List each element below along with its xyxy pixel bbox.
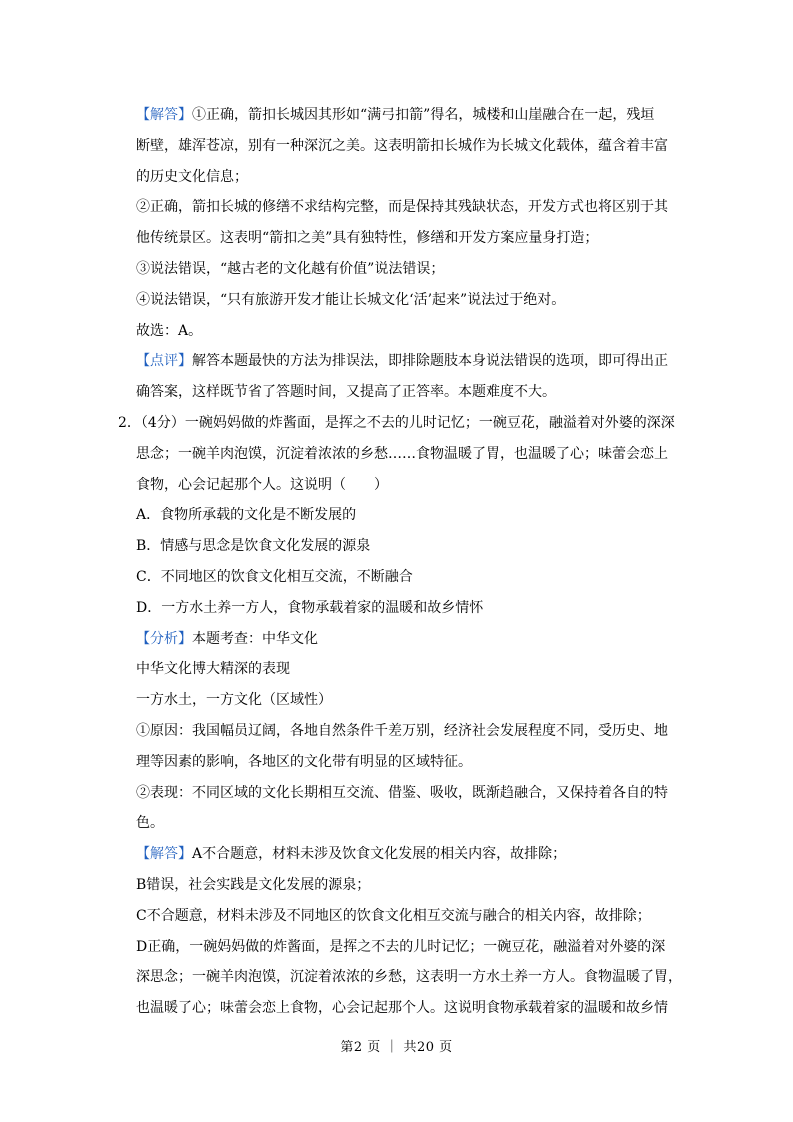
page-content bbox=[118, 100, 682, 1024]
review1-line-2: 确答案，这样既节省了答题时间，又提高了正答率。本题难度不大。 bbox=[136, 384, 556, 401]
option-b: B．情感与思念是饮食文化发展的源泉 bbox=[136, 538, 371, 555]
answer1-line-2: 断壁，雄浑苍凉，别有一种深沉之美。这表明箭扣长城作为长城文化载体，蕴含着丰富 bbox=[136, 137, 668, 154]
answer1-line-7: ④说法错误，“只有旅游开发才能让长城文化‘活’起来”说法过于绝对。 bbox=[136, 291, 566, 308]
analysis2-line-5: 理等因素的影响，各地区的文化带有明显的区域特征。 bbox=[136, 753, 472, 770]
answer1-line-1: 【解答】①正确，箭扣长城因其形如“满弓扣箭”得名，城楼和山崖融合在一起，残垣 bbox=[136, 107, 655, 123]
review1-line-1: 【点评】解答本题最快的方法为排误法，即排除题肢本身说法错误的选项，即可得出正 bbox=[136, 353, 668, 370]
answer1-line-6: ③说法错误，“越古老的文化越有价值”说法错误； bbox=[136, 260, 445, 277]
answer1-line-3: 的历史文化信息； bbox=[136, 168, 248, 185]
analysis2-line-6: ②表现：不同区域的文化长期相互交流、借鉴、吸收，既渐趋融合，又保持着各自的特 bbox=[136, 784, 668, 801]
review-tag: 【点评】 bbox=[136, 353, 192, 370]
analysis2-line-2: 中华文化博大精深的表现 bbox=[136, 661, 290, 678]
analysis2-line-1: 【分析】本题考查：中华文化 bbox=[136, 630, 318, 647]
answer2-line-2: B错误，社会实践是文化发展的源泉； bbox=[136, 876, 371, 893]
analysis-tag: 【分析】 bbox=[136, 630, 192, 647]
answer2-line-4: D正确，一碗妈妈做的炸酱面，是挥之不去的儿时记忆；一碗豆花，融溢着对外婆的深 bbox=[136, 938, 666, 955]
page-footer: 第2 页 ｜ 共20 页 bbox=[340, 1040, 453, 1055]
answer1-line-4: ②正确，箭扣长城的修缮不求结构完整，而是保持其残缺状态，开发方式也将区别于其 bbox=[136, 199, 668, 216]
question2-line-3: 食物，心会记起那个人。这说明（ ） bbox=[136, 476, 388, 493]
answer2-line-5: 深思念；一碗羊肉泡馍，沉淀着浓浓的乡愁，这表明一方水土养一方人。食物温暖了胃， bbox=[136, 969, 682, 986]
question2-line-1: 2．（4分）一碗妈妈做的炸酱面，是挥之不去的儿时记忆；一碗豆花，融溢着对外婆的深深 bbox=[118, 414, 675, 431]
question2-line-2: 思念；一碗羊肉泡馍，沉淀着浓浓的乡愁……食物温暖了胃，也温暖了心；味蕾会恋上 bbox=[136, 445, 668, 462]
answer1-line-8: 故选：A。 bbox=[136, 322, 203, 339]
option-a: A．食物所承载的文化是不断发展的 bbox=[136, 507, 357, 524]
answer1-line-5: 他传统景区。这表明“箭扣之美”具有独特性，修缮和开发方案应量身打造； bbox=[136, 230, 599, 247]
option-d: D．一方水土养一方人，食物承载着家的温暖和故乡情怀 bbox=[136, 599, 484, 616]
answer2-line-1: 【解答】A不合题意，材料未涉及饮食文化发展的相关内容，故排除； bbox=[136, 846, 567, 863]
answer-tag: 【解答】 bbox=[136, 107, 192, 123]
analysis2-line-4: ①原因：我国幅员辽阔，各地自然条件千差万别，经济社会发展程度不同，受历史、地 bbox=[136, 722, 668, 739]
answer2-line-6: 也温暖了心；味蕾会恋上食物，心会记起那个人。这说明食物承载着家的温暖和故乡情 bbox=[136, 1000, 668, 1017]
analysis2-line-3: 一方水土，一方文化（区域性） bbox=[136, 692, 332, 709]
analysis2-line-7: 色。 bbox=[136, 815, 164, 832]
answer-tag: 【解答】 bbox=[136, 846, 192, 863]
option-c: C．不同地区的饮食文化相互交流，不断融合 bbox=[136, 568, 413, 585]
answer2-line-3: C不合题意，材料未涉及不同地区的饮食文化相互交流与融合的相关内容，故排除； bbox=[136, 907, 651, 924]
